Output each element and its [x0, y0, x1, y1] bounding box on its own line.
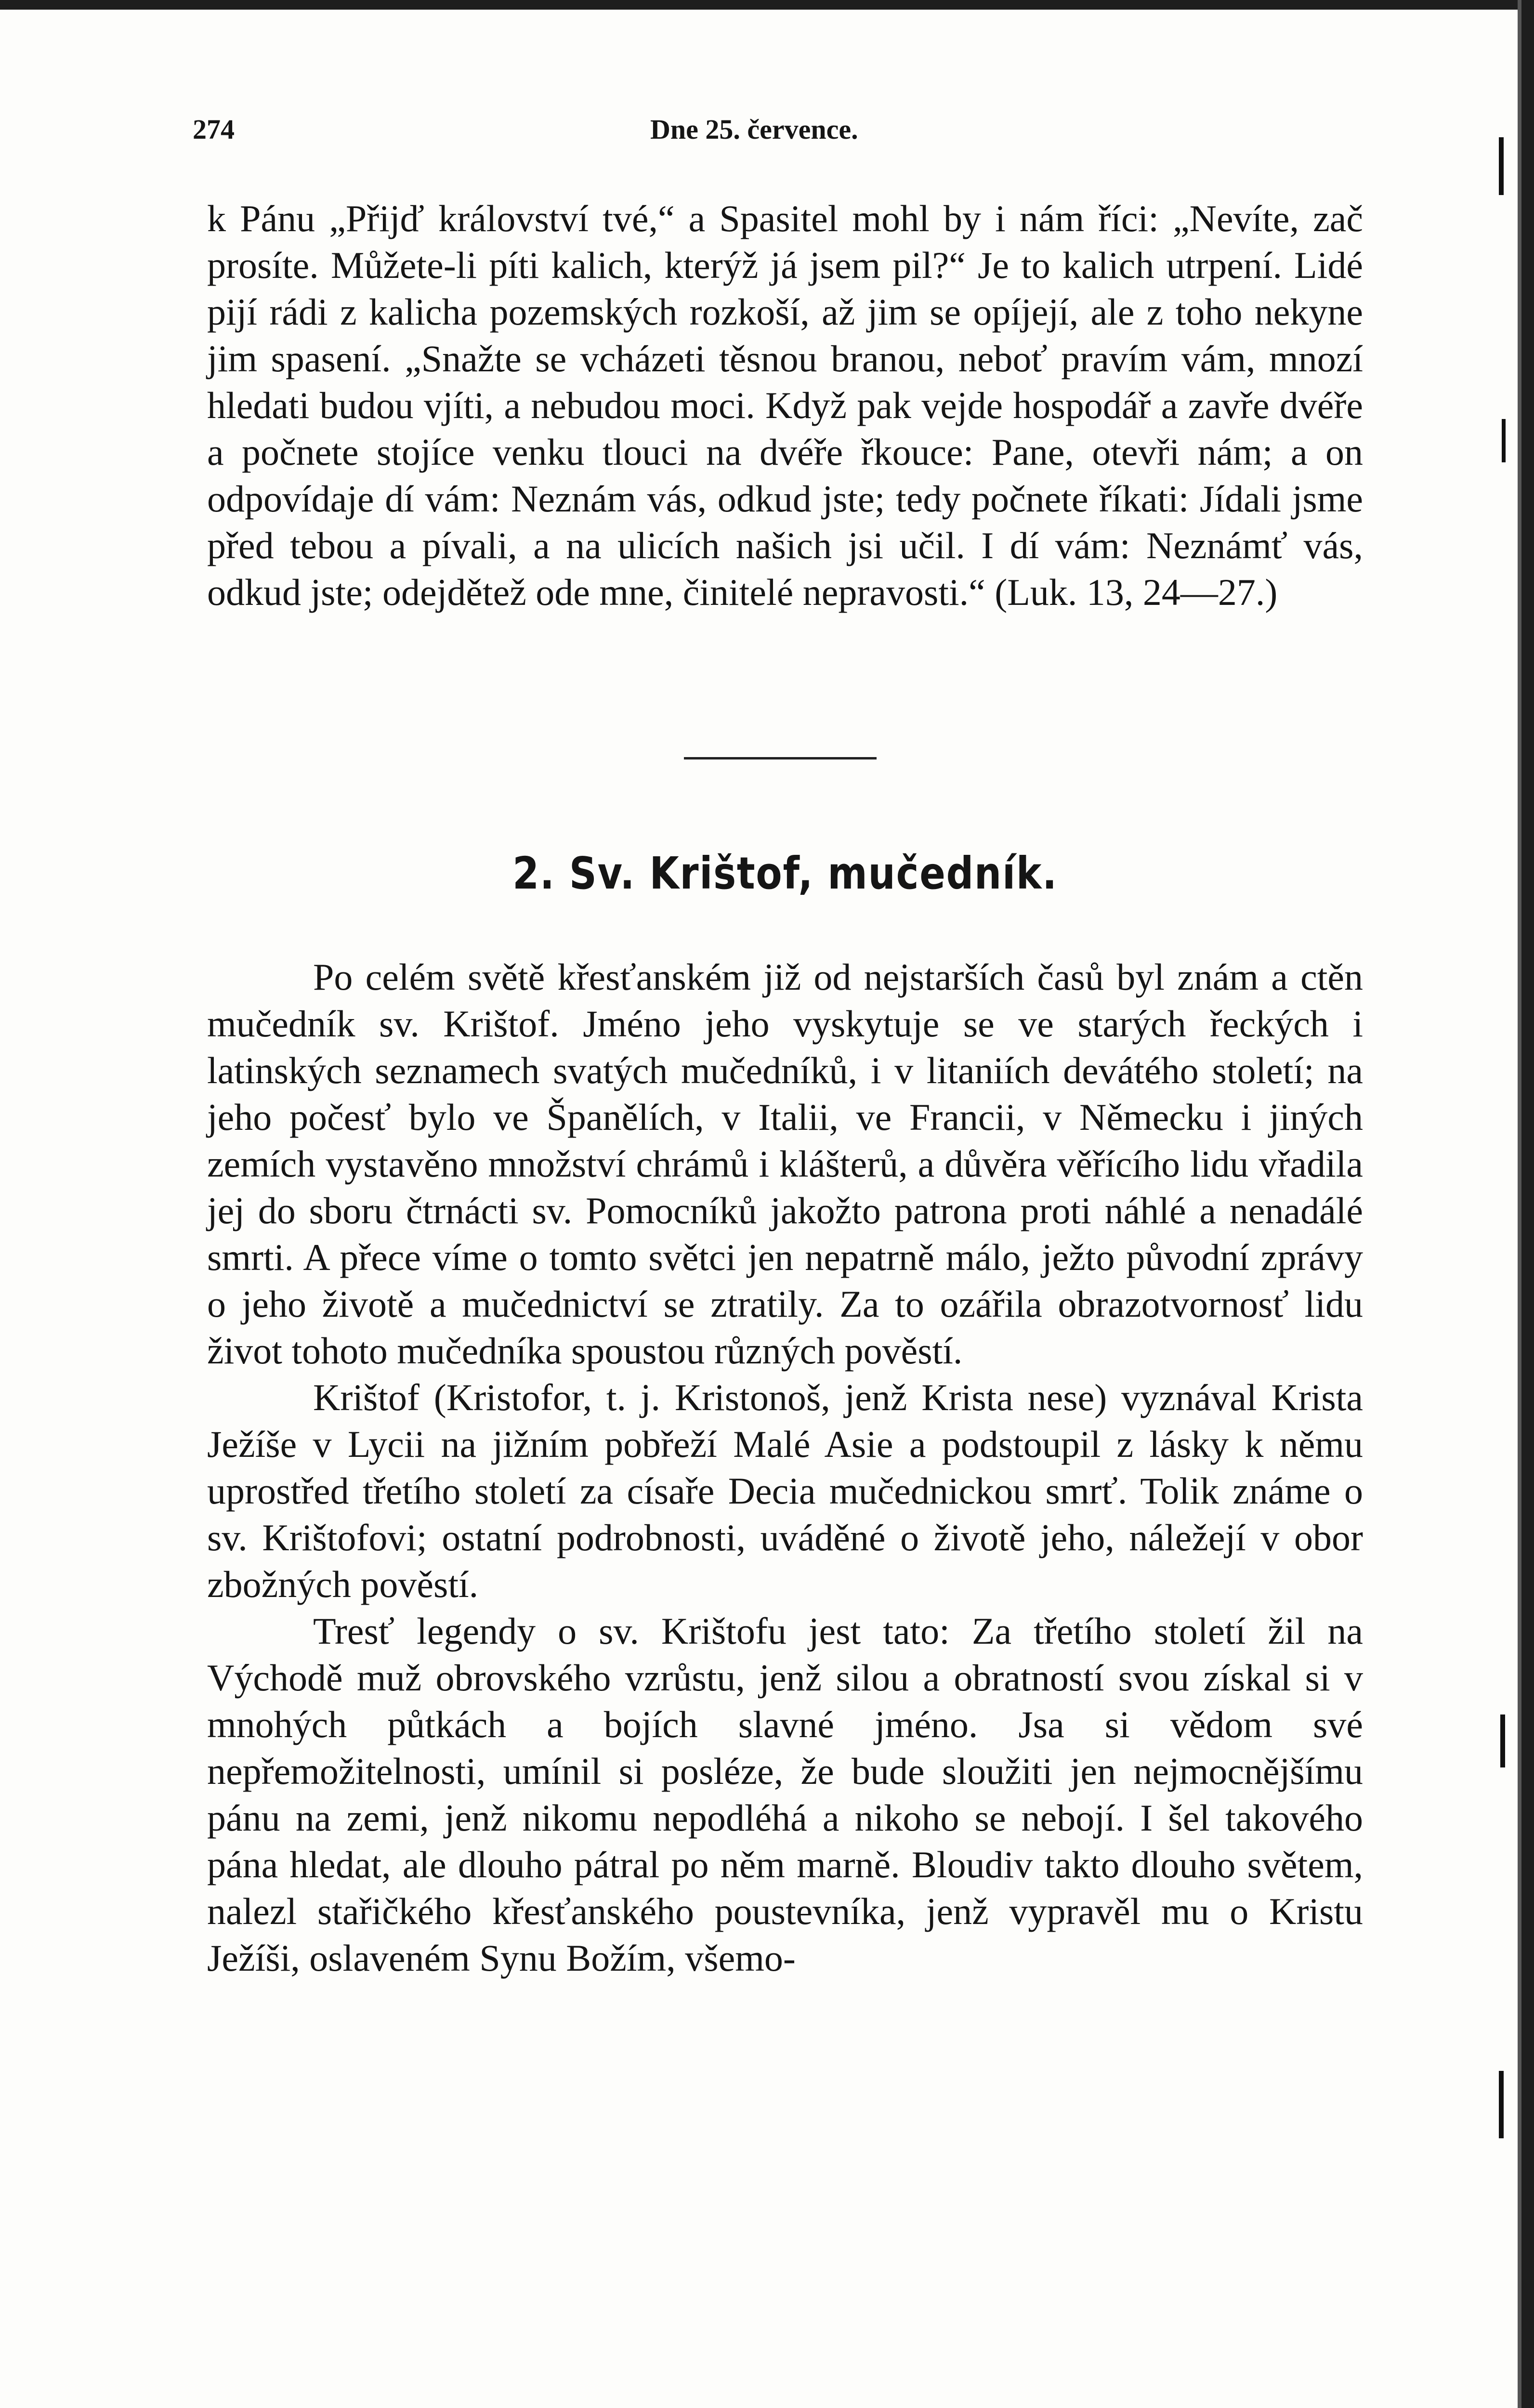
paragraph-1: Po celém světě křesťanském již od nejstarších časů byl znám a ctěn mučedník sv. Krištof. Jméno jeho vyskytuje se ve starých řeckých i latinských seznamech svatých mučedníků, i v litaniích devátého století; na jeho počesť bylo ve Španělích, v Italii, ve Francii, v Německu i jiných zemích vystavěno množství chrámů i klášterů, a důvěra věřícího lidu vřadila jej do sboru čtrnácti sv. Pomocníků jakožto patrona proti náhlé a nenadálé smrti. A přece víme o tomto světci jen nepatrně málo, ježto původní zprávy o jeho životě a mučednictví se ztratily. Za to ozářila obrazotvornosť lidu život tohoto mučedníka spoustou různých pověstí.	[207, 956, 1363, 1372]
running-title: Dne 25. července.	[650, 114, 858, 145]
margin-mark	[1499, 2071, 1504, 2138]
main-text-block	[207, 954, 1363, 1981]
margin-mark	[1499, 137, 1504, 195]
section-heading: 2. Sv. Krištof, mučedník.	[512, 848, 1058, 899]
scan-border-top	[0, 0, 1534, 10]
top-paragraph: k Pánu „Přijď království tvé,“ a Spasitel mohl by i nám říci: „Nevíte, zač prosíte. Můžete-li píti kalich, kterýž já jsem pil?“ Je to kalich utrpení. Lidé pijí rádi z kalicha pozemských rozkoší, až jim se opíjejí, ale z toho nekyne jim spasení. „Snažte se vcházeti těsnou branou, neboť pravím vám, mnozí hledati budou vjíti, a nebudou moci. Když pak vejde hospodář a zavře dvéře a počnete stojíce venku tlouci na dvéře řkouce: Pane, otevři nám; a on odpovídaje dí vám: Neznám vás, odkud jste; tedy počnete říkati: Jídali jsme před tebou a pívali, a na ulicích našich jsi učil. I dí vám: Neznámť vás, odkud jste; odejdětež ode mne, činitelé nepravosti.“ (Luk. 13, 24—27.)	[207, 197, 1363, 613]
margin-mark	[1502, 419, 1506, 462]
scan-border-right-inner	[1518, 0, 1521, 2408]
section-separator-rule	[684, 757, 877, 759]
paragraph-2: Krištof (Kristofor, t. j. Kristonoš, jenž Krista nese) vyznával Krista Ježíše v Lycii na jižním pobřeží Malé Asie a podstoupil z lásky k němu uprostřed třetího století za císaře Decia mučednickou smrť. Tolik známe o sv. Krištofovi; ostatní podrobnosti, uváděné o životě jeho, náležejí v obor zbožných pověstí.	[207, 1376, 1363, 1605]
top-text-block	[207, 195, 1363, 615]
paragraph-3: Tresť legendy o sv. Krištofu jest tato: Za třetího století žil na Východě muž obrovského vzrůstu, jenž silou a obratností svou získal si v mnohých půtkách a bojích slavné jméno. Jsa si vědom své nepřemožitelnosti, umínil si posléze, že bude sloužiti jen nejmocnějšímu pánu na zemi, jenž nikomu nepodléhá a nikoho se nebojí. I šel takového pána hledat, ale dlouho pátral po něm marně. Bloudiv takto dlouho světem, nalezl stařičkého křesťanského poustevníka, jenž vypravěl mu o Kristu Ježíši, oslaveném Synu Božím, všemo-	[207, 1610, 1363, 1979]
running-head	[193, 113, 1373, 157]
page-number: 274	[193, 114, 235, 145]
scan-border-right	[1521, 0, 1534, 2408]
margin-mark	[1500, 1714, 1505, 1767]
